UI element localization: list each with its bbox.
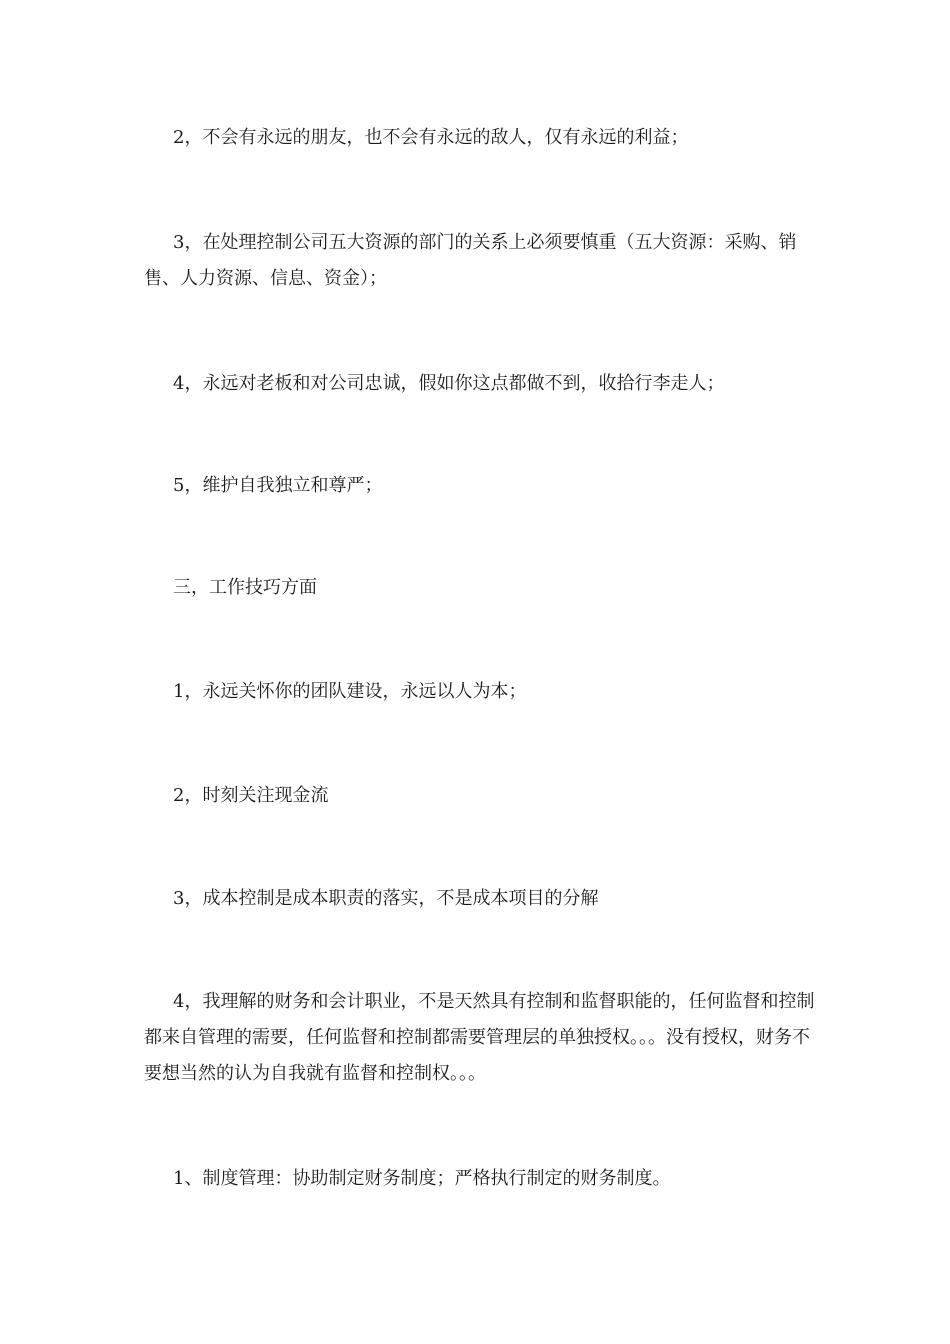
paragraph-no-permanent-friends: 2，不会有永远的朋友，也不会有永远的敌人，仅有永远的利益； [173,127,689,148]
paragraph-finance-authority: 4，我理解的财务和会计职业，不是天然具有控制和监督职能的，任何监督和控制都来自管理的需要，任何监督和控制都需要管理层的单独授权。。。没有授权，财务不要想当然的认为自我就有监督和控制权。。。 [144,991,815,1084]
section-heading-work-skills: 三，工作技巧方面 [173,577,317,598]
paragraph-cash-flow: 2，时刻关注现金流 [173,785,329,806]
paragraph-system-management: 1、制度管理：协助制定财务制度；严格执行制定的财务制度。 [173,1168,671,1189]
paragraph-team-building: 1，永远关怀你的团队建设，永远以人为本； [173,681,527,702]
paragraph-cost-control: 3，成本控制是成本职责的落实，不是成本项目的分解 [173,888,599,909]
paragraph-loyalty: 4，永远对老板和对公司忠诚，假如你这点都做不到，收拾行李走人； [173,373,725,394]
paragraph-five-resources: 3，在处理控制公司五大资源的部门的关系上必须要慎重（五大资源：采购、销售、人力资源、信息、资金）； [144,232,797,289]
paragraph-independence: 5，维护自我独立和尊严； [173,475,383,496]
